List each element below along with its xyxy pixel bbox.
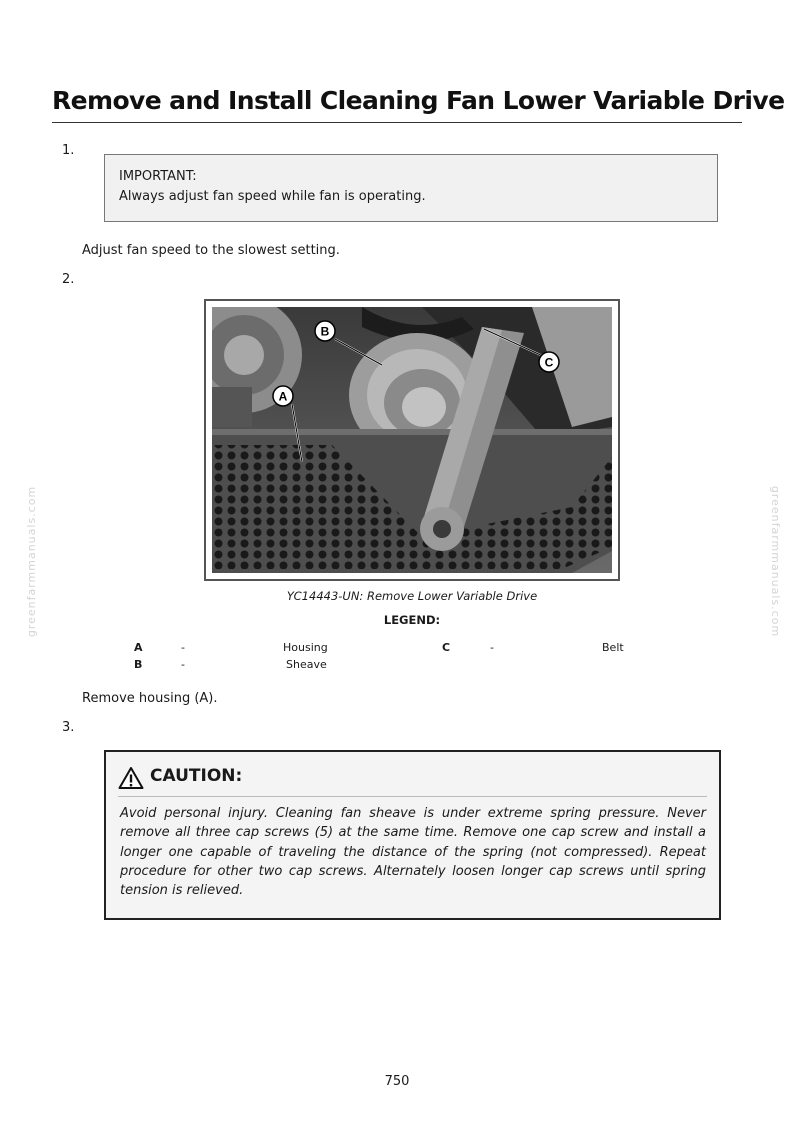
variable-drive-photo [212,307,612,573]
step-2-number: 2. [62,272,75,287]
page-title: Remove and Install Cleaning Fan Lower Variable Drive [52,86,785,115]
legend-name: Housing [283,641,328,654]
step-1-number: 1. [62,143,75,158]
legend-letter: A [134,641,143,654]
page-number: 750 [384,1074,410,1089]
legend-dash: - [490,641,494,654]
warning-triangle-icon [118,766,144,790]
caution-text: Avoid personal injury. Cleaning fan sheave is under extreme spring pressure. Never remove all three cap screws (5) at the same time. Remove one cap screw and install a longer one capable of traveling the distance of the spring (not compressed). Repeat procedure for other two cap screws. Alternately loosen longer cap screws until spring tension is relieved. [120,806,706,899]
svg-text:C: C [544,355,554,370]
caution-label: CAUTION: [150,766,243,786]
watermark-right: greenfarmmanuals.com [769,485,783,638]
figure-frame [204,299,620,581]
legend-dash: - [181,658,185,671]
legend-name: Sheave [286,658,327,671]
callout-b [315,321,335,341]
svg-text:B: B [320,324,330,339]
callout-c [539,352,559,372]
svg-text:A: A [278,389,288,404]
legend-title: LEGEND: [383,613,441,627]
important-label: IMPORTANT: [119,169,197,184]
figure-caption: YC14443-UN: Remove Lower Variable Drive [286,589,538,603]
legend-letter: B [134,658,143,671]
title-divider [52,122,742,123]
caution-box [104,750,721,920]
legend-letter: C [442,641,451,654]
watermark-left: greenfarmmanuals.com [25,485,39,638]
legend-dash: - [181,641,185,654]
step-2-instruction: Remove housing (A). [82,691,218,706]
legend-name: Belt [602,641,624,654]
step-1-instruction: Adjust fan speed to the slowest setting. [82,243,340,258]
callout-a [273,386,293,406]
important-text: Always adjust fan speed while fan is operating. [119,189,426,204]
important-notice [104,154,718,222]
caution-header [118,764,707,797]
step-3-number: 3. [62,720,75,735]
